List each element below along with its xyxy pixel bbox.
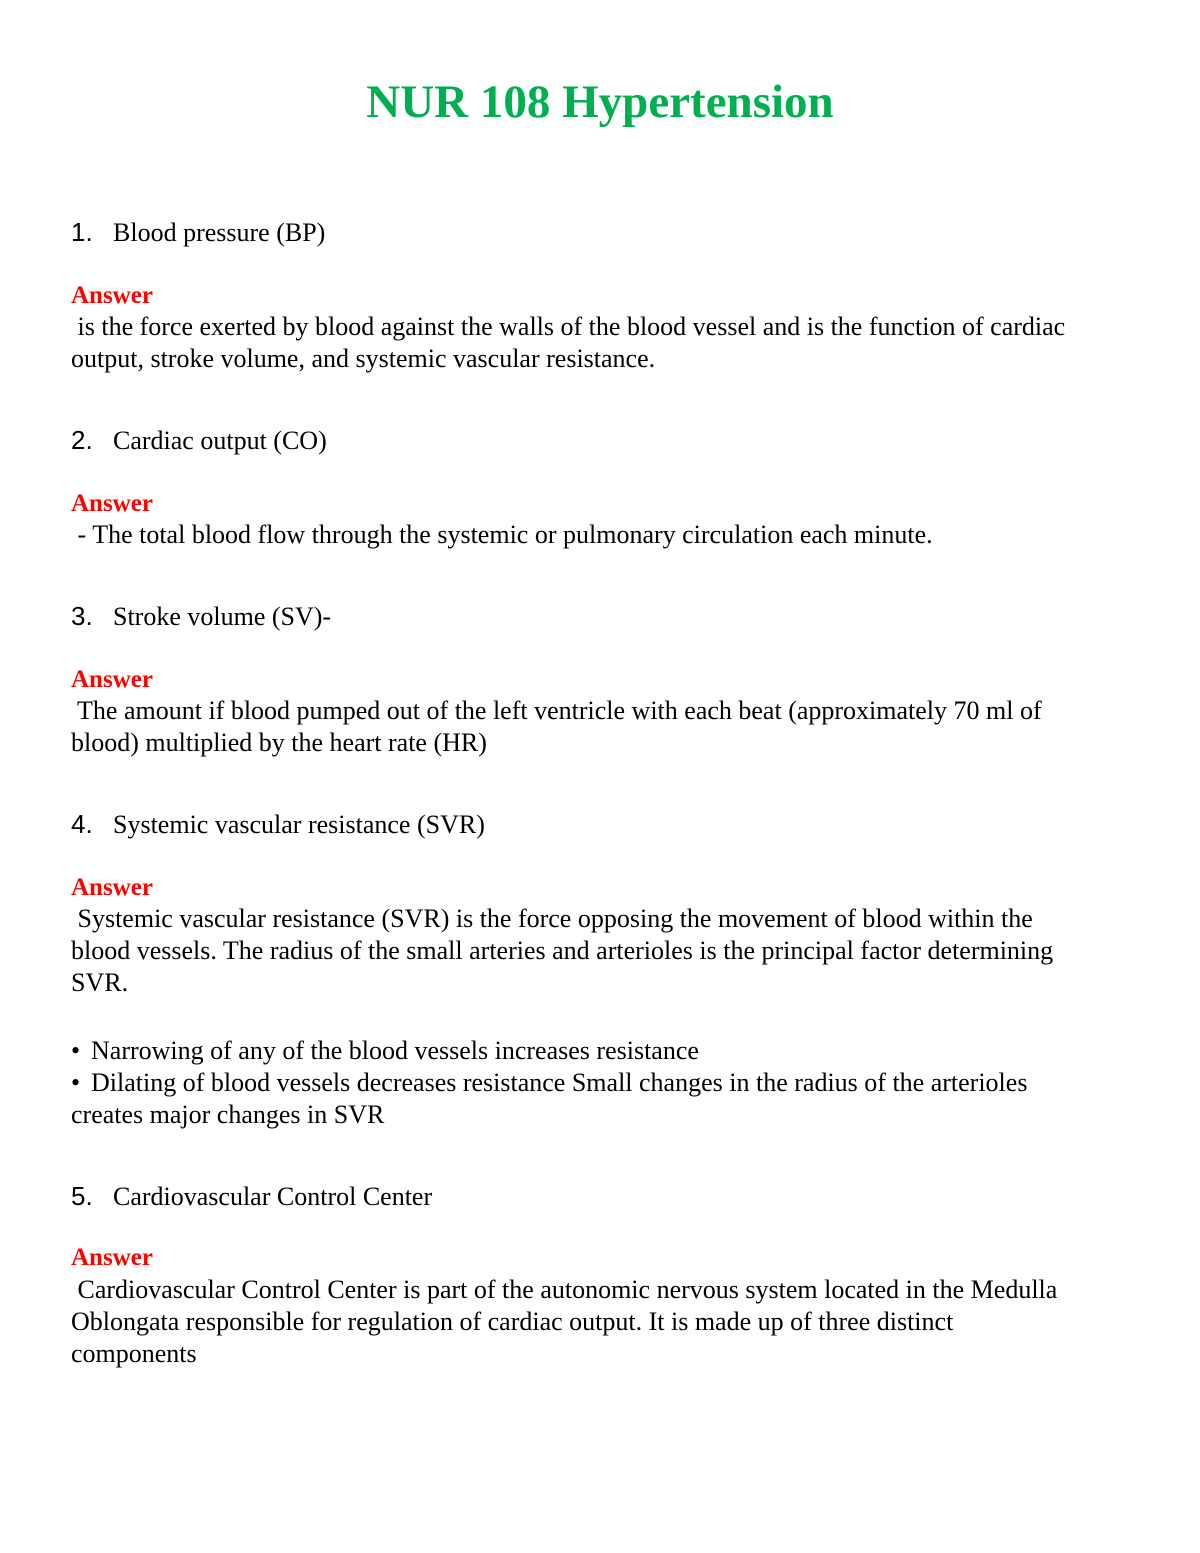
bullet-continuation: creates major changes in SVR	[71, 1100, 385, 1129]
bullet-icon: •	[71, 1068, 81, 1097]
answer-line: The amount if blood pumped out of the left ventricle with each beat (approximately 70 ml of	[71, 696, 1042, 725]
question-number: 3.	[71, 601, 93, 631]
answer-line: Oblongata responsible for regulation of cardiac output. It is made up of three distinct	[71, 1307, 954, 1336]
answer-text-3	[71, 695, 1131, 759]
answer-label: Answer	[71, 874, 153, 901]
bullet-text: Dilating of blood vessels decreases resistance Small changes in the radius of the arterioles	[91, 1068, 1028, 1097]
answer-text-5	[71, 1274, 1131, 1370]
bullet-icon: •	[71, 1036, 81, 1065]
question-4	[71, 808, 485, 841]
question-number: 5.	[71, 1181, 93, 1211]
answer-line: - The total blood flow through the systemic or pulmonary circulation each minute.	[71, 520, 933, 549]
answer-line: is the force exerted by blood against the walls of the blood vessel and is the function of cardiac	[71, 312, 1066, 341]
question-3	[71, 600, 331, 633]
question-text: Cardiac output (CO)	[113, 426, 327, 455]
bullet-item	[71, 1035, 1131, 1067]
answer-line: output, stroke volume, and systemic vascular resistance.	[71, 344, 656, 373]
answer-text-2	[71, 519, 1131, 551]
answer-label: Answer	[71, 666, 153, 693]
question-text: Systemic vascular resistance (SVR)	[113, 810, 485, 839]
answer-line: SVR.	[71, 968, 129, 997]
answer-line: Systemic vascular resistance (SVR) is the force opposing the movement of blood within the	[71, 904, 1033, 933]
question-text: Blood pressure (BP)	[113, 218, 326, 247]
question-number: 2.	[71, 425, 93, 455]
question-text: Stroke volume (SV)-	[113, 602, 332, 631]
answer-label: Answer	[71, 282, 153, 309]
question-2	[71, 424, 327, 457]
answer-label: Answer	[71, 490, 153, 517]
page-title: NUR 108 Hypertension	[366, 76, 834, 128]
answer-text-1	[71, 311, 1131, 375]
answer-line: blood) multiplied by the heart rate (HR)	[71, 728, 487, 757]
bullet-item	[71, 1067, 1131, 1099]
answer-line: blood vessels. The radius of the small arteries and arterioles is the principal factor determining	[71, 936, 1054, 965]
bullet-list	[71, 1035, 1131, 1131]
answer-label: Answer	[71, 1244, 153, 1271]
answer-line: Cardiovascular Control Center is part of the autonomic nervous system located in the Medulla	[71, 1275, 1058, 1304]
bullet-text: Narrowing of any of the blood vessels increases resistance	[91, 1036, 699, 1065]
answer-text-4	[71, 903, 1131, 999]
question-text: Cardiovascular Control Center	[113, 1182, 433, 1211]
question-number: 1.	[71, 217, 93, 247]
answer-line: components	[71, 1339, 197, 1368]
question-5	[71, 1180, 432, 1213]
question-1	[71, 216, 325, 249]
question-number: 4.	[71, 809, 93, 839]
